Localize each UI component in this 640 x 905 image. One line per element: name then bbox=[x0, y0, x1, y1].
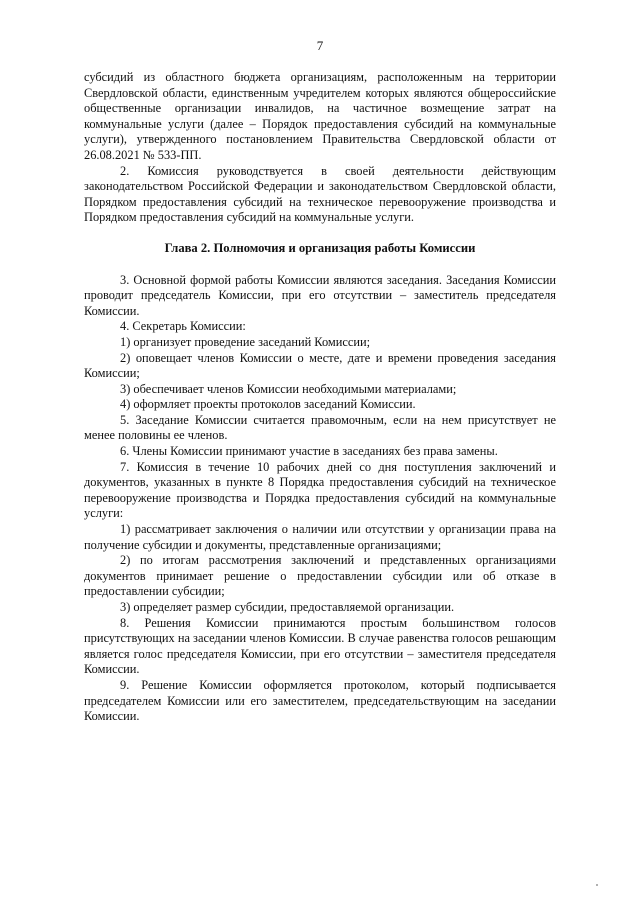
paragraph-4-item-2: 2) оповещает членов Комиссии о месте, дате и времени проведения заседания Комиссии; bbox=[84, 350, 556, 381]
paragraph-4-item-3: 3) обеспечивает членов Комиссии необходимыми материалами; bbox=[120, 381, 457, 396]
paragraph-6: 6. Члены Комиссии принимают участие в заседаниях без права замены. bbox=[120, 444, 498, 459]
intro-paragraph: субсидий из областного бюджета организациям, расположенным на территории Свердловской области, единственным учредителем которых являются общероссийские общественные организации инвалидов, на частичное возмещение затрат на коммунальные услуги (далее – Порядок предоставления субсидий на коммунальные услуги), утвержденного постановлением Правительства Свердловской области от 26.08.2021 № 533-ПП. bbox=[84, 70, 556, 162]
paragraph-4-item-4: 4) оформляет проекты протоколов заседаний Комиссии. bbox=[120, 397, 416, 412]
paragraph-8: 8. Решения Комиссии принимаются простым большинством голосов присутствующих на заседании членов Комиссии. В случае равенства голосов решающим является голос председателя Комиссии, при его отсутствии – заместителя председателя Комиссии. bbox=[84, 615, 556, 677]
page-number: 7 bbox=[316, 38, 324, 53]
document-body bbox=[84, 70, 556, 725]
paragraph-2: 2. Комиссия руководствуется в своей деятельности действующим законодательством Российской Федерации и законодательством Свердловской области, Порядком предоставления субсидий на техническое перевооружение производства и Порядком предоставления субсидий на коммунальные услуги. bbox=[84, 163, 556, 225]
paragraph-7-item-2: 2) по итогам рассмотрения заключений и представленных организациями документов принимает решение о предоставлении субсидии или об отказе в предоставлении субсидии; bbox=[84, 553, 556, 599]
paragraph-4-item-1: 1) организует проведение заседаний Комиссии; bbox=[120, 334, 371, 349]
scan-speck bbox=[596, 884, 598, 886]
paragraph-9: 9. Решение Комиссии оформляется протоколом, который подписывается председателем Комиссии или его заместителем, председательствующим на заседании Комиссии. bbox=[84, 677, 556, 724]
chapter-title: Глава 2. Полномочия и организация работы Комиссии bbox=[164, 240, 476, 255]
paragraph-7-item-3: 3) определяет размер субсидии, предоставляемой организации. bbox=[120, 600, 455, 614]
paragraph-5: 5. Заседание Комиссии считается правомочным, если на нем присутствует не менее половины ее членов. bbox=[84, 412, 556, 443]
paragraph-4: 4. Секретарь Комиссии: bbox=[120, 319, 246, 334]
paragraph-7: 7. Комиссия в течение 10 рабочих дней со дня поступления заключений и документов, указанных в пункте 8 Порядка предоставления субсидий на техническое перевооружение производства и Порядка предоставления субсидий на коммунальные услуги: bbox=[84, 459, 556, 521]
paragraph-7-item-1: 1) рассматривает заключения о наличии или отсутствии у организации права на получение субсидии и документы, представленные организациями; bbox=[84, 522, 556, 552]
paragraph-3: 3. Основной формой работы Комиссии являются заседания. Заседания Комиссии проводит председатель Комиссии, при его отсутствии – заместитель председателя Комиссии. bbox=[84, 272, 556, 318]
